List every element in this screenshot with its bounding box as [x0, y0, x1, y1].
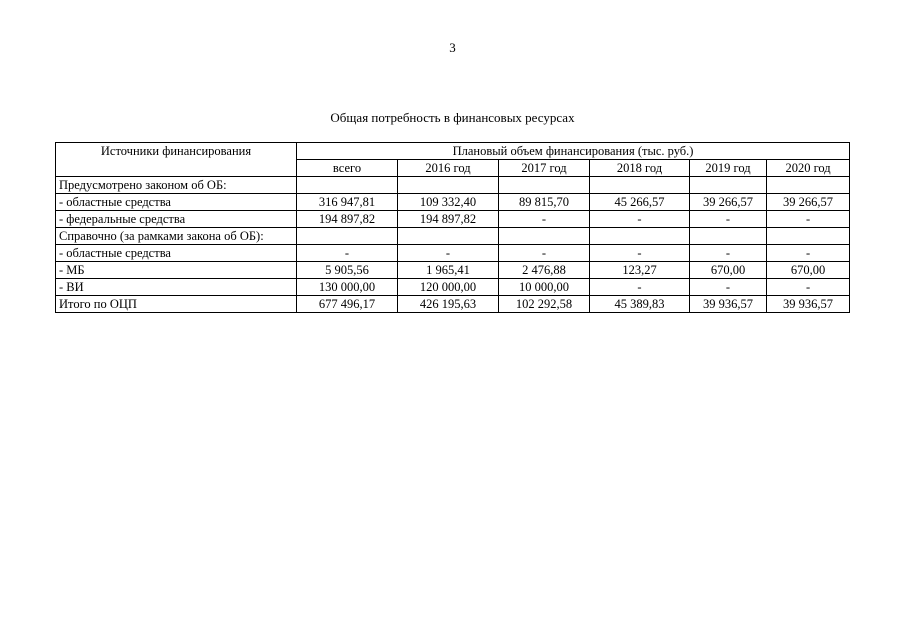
table-row [56, 279, 850, 296]
table-row-total [56, 296, 850, 313]
cell-2018 [590, 177, 690, 194]
cell-2018: - [590, 245, 690, 262]
cell-2019: - [690, 211, 767, 228]
table-row [56, 211, 850, 228]
cell-total [297, 228, 398, 245]
cell-total [297, 177, 398, 194]
header-col-total: всего [297, 160, 398, 177]
cell-2020 [767, 177, 850, 194]
cell-2016 [398, 228, 499, 245]
header-col-2019: 2019 год [690, 160, 767, 177]
cell-total: 316 947,81 [297, 194, 398, 211]
cell-2016: 120 000,00 [398, 279, 499, 296]
row-label: Итого по ОЦП [56, 296, 297, 313]
cell-2020 [767, 228, 850, 245]
cell-2016 [398, 177, 499, 194]
cell-2018: 45 389,83 [590, 296, 690, 313]
cell-2016: - [398, 245, 499, 262]
cell-2017: 10 000,00 [499, 279, 590, 296]
cell-2016: 1 965,41 [398, 262, 499, 279]
cell-2018: - [590, 279, 690, 296]
header-row-1 [56, 143, 850, 160]
cell-2020: 39 266,57 [767, 194, 850, 211]
cell-2017: 89 815,70 [499, 194, 590, 211]
cell-2020: - [767, 245, 850, 262]
cell-2018 [590, 228, 690, 245]
cell-2016: 109 332,40 [398, 194, 499, 211]
cell-2019 [690, 177, 767, 194]
cell-2018: 123,27 [590, 262, 690, 279]
cell-2019: 670,00 [690, 262, 767, 279]
header-sources: Источники финансирования [56, 143, 297, 177]
cell-2020: - [767, 211, 850, 228]
cell-total: 5 905,56 [297, 262, 398, 279]
cell-2017: 2 476,88 [499, 262, 590, 279]
cell-total: 194 897,82 [297, 211, 398, 228]
cell-2020: - [767, 279, 850, 296]
row-label: Справочно (за рамками закона об ОБ): [56, 228, 297, 245]
table-row [56, 262, 850, 279]
cell-2020: 670,00 [767, 262, 850, 279]
cell-2020: 39 936,57 [767, 296, 850, 313]
cell-2016: 426 195,63 [398, 296, 499, 313]
cell-total: - [297, 245, 398, 262]
row-label: - областные средства [56, 245, 297, 262]
table-title: Общая потребность в финансовых ресурсах [330, 110, 575, 125]
cell-2017: - [499, 245, 590, 262]
header-planned-volume: Плановый объем финансирования (тыс. руб.) [297, 143, 850, 160]
row-label: - ВИ [56, 279, 297, 296]
table-row [56, 245, 850, 262]
header-col-2018: 2018 год [590, 160, 690, 177]
row-label: - областные средства [56, 194, 297, 211]
cell-2019: 39 936,57 [690, 296, 767, 313]
cell-total: 677 496,17 [297, 296, 398, 313]
cell-2017 [499, 228, 590, 245]
row-label: - федеральные средства [56, 211, 297, 228]
cell-2018: 45 266,57 [590, 194, 690, 211]
row-label: - МБ [56, 262, 297, 279]
cell-2019: 39 266,57 [690, 194, 767, 211]
page-number: 3 [449, 40, 456, 55]
cell-2016: 194 897,82 [398, 211, 499, 228]
cell-2019: - [690, 279, 767, 296]
table-row [56, 194, 850, 211]
header-col-2020: 2020 год [767, 160, 850, 177]
table-row [56, 228, 850, 245]
cell-2018: - [590, 211, 690, 228]
table-row [56, 177, 850, 194]
cell-2019 [690, 228, 767, 245]
cell-2017 [499, 177, 590, 194]
cell-2019: - [690, 245, 767, 262]
cell-total: 130 000,00 [297, 279, 398, 296]
row-label: Предусмотрено законом об ОБ: [56, 177, 297, 194]
header-col-2016: 2016 год [398, 160, 499, 177]
financing-table [55, 142, 850, 313]
header-col-2017: 2017 год [499, 160, 590, 177]
cell-2017: 102 292,58 [499, 296, 590, 313]
cell-2017: - [499, 211, 590, 228]
